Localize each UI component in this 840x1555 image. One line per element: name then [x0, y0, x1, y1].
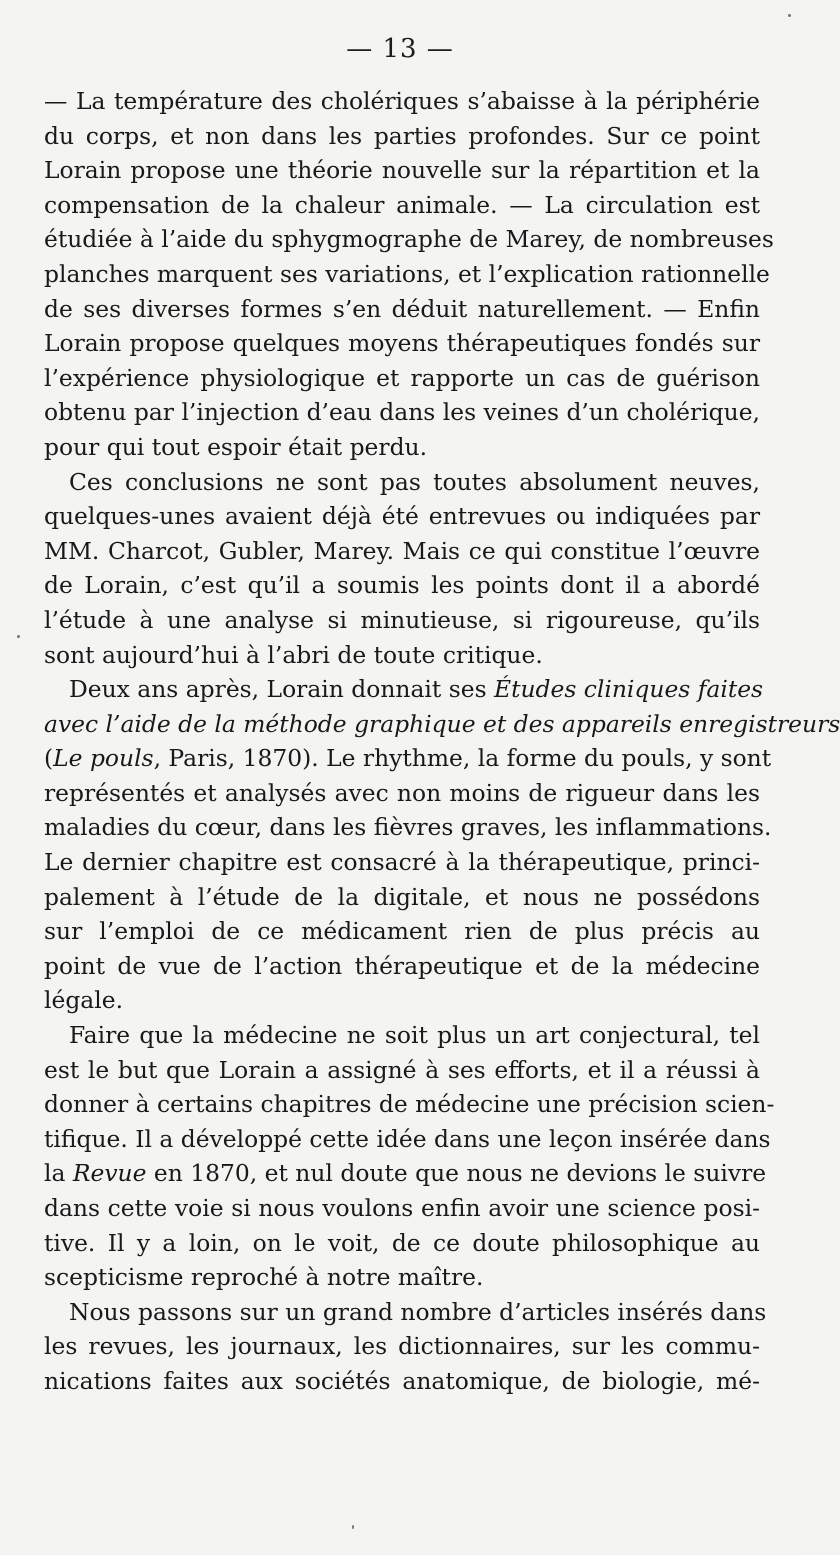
text-line: sont aujourd’hui à l’abri de toute critique. — [44, 640, 543, 669]
text-line: scepticisme reproché à notre maître. — [44, 1263, 484, 1292]
text-line: tive. Il y a loin, on le voit, de ce doute philosophique au — [44, 1228, 760, 1257]
paragraph-3 — [44, 672, 840, 1018]
text-line: planches marquent ses variations, et l’explication rationnelle — [44, 259, 770, 288]
text-line: l’étude à une analyse si minutieuse, si rigoureuse, qu’ils — [44, 605, 760, 634]
text-line — [44, 672, 764, 707]
text-line: Faire que la médecine ne soit plus un art conjectural, tel — [69, 1021, 760, 1050]
text-line: sur l’emploi de ce médicament rien de plus précis au — [44, 917, 760, 946]
text-line — [44, 741, 772, 776]
text-run: la — [44, 1159, 73, 1188]
text-line: l’expérience physiologique et rapporte un cas de guérison — [44, 363, 760, 392]
journal-title-italic: Revue — [72, 1159, 147, 1188]
text-line: — La température des cholériques s’abaisse à la périphérie — [44, 87, 760, 115]
text-line: donner à certains chapitres de médecine une précision scien- — [44, 1090, 775, 1119]
paragraph-1 — [44, 84, 774, 465]
paragraph-4 — [44, 1018, 775, 1295]
text-line: Nous passons sur un grand nombre d’articles insérés dans — [69, 1297, 767, 1326]
text-line: quelques-unes avaient déjà été entrevues ou indiquées par — [44, 502, 760, 531]
text-line — [44, 1156, 767, 1191]
text-line: légale. — [44, 986, 124, 1015]
text-line: point de vue de l’action thérapeutique et de la médecine — [44, 951, 760, 980]
text-line: de ses diverses formes s’en déduit naturellement. — Enfin — [44, 294, 760, 323]
text-line: Lorain propose une théorie nouvelle sur la répartition et la — [44, 156, 760, 185]
text-line: représentés et analysés avec non moins de rigueur dans les — [44, 778, 760, 807]
text-line: du corps, et non dans les parties profondes. Sur ce point — [44, 121, 760, 150]
text-line: obtenu par l’injection d’eau dans les veines d’un cholérique, — [44, 398, 760, 427]
paragraph-5 — [44, 1295, 767, 1399]
text-run: en 1870, et nul doute que nous ne devions le suivre — [146, 1159, 767, 1188]
text-line: Le dernier chapitre est consacré à la thérapeutique, princi- — [44, 848, 760, 877]
text-run: , Paris, 1870). Le rhythme, la forme du pouls, y sont — [153, 744, 772, 773]
text-line: de Lorain, c’est qu’il a soumis les points dont il a abordé — [44, 571, 760, 600]
text-line: Ces conclusions ne sont pas toutes absolument neuves, — [69, 467, 760, 496]
text-line: pour qui tout espoir était perdu. — [44, 432, 428, 461]
text-line: maladies du cœur, dans les fièvres graves, les inflammations. — [44, 813, 772, 842]
text-line: étudiée à l’aide du sphygmographe de Marey, de nombreuses — [44, 225, 774, 254]
page-number: — 13 — — [346, 34, 454, 64]
text-line: tifique. Il a développé cette idée dans une leçon insérée dans — [44, 1124, 771, 1153]
scan-speck — [788, 14, 791, 17]
book-title-italic: Études cliniques faites — [494, 675, 764, 704]
text-line: compensation de la chaleur animale. — La circulation est — [44, 190, 760, 219]
text-line: palement à l’étude de la digitale, et nous ne possédons — [44, 882, 760, 911]
text-line: MM. Charcot, Gubler, Marey. Mais ce qui constitue l’œuvre — [44, 536, 760, 565]
text-run: ( — [44, 744, 54, 773]
text-line: nications faites aux sociétés anatomique, de biologie, mé- — [44, 1366, 760, 1395]
text-line: dans cette voie si nous voulons enfin avoir une science posi- — [44, 1194, 760, 1222]
scan-speck — [17, 635, 20, 638]
text-line: les revues, les journaux, les dictionnaires, sur les commu- — [44, 1332, 760, 1361]
text-line: avec l’aide de la méthode graphique et des appareils enregistreurs — [44, 709, 840, 738]
text-run: Deux ans après, Lorain donnait ses — [69, 675, 495, 704]
paragraph-2 — [44, 465, 760, 673]
book-title-italic: Le pouls — [53, 744, 154, 773]
scan-speck — [352, 1525, 354, 1529]
page-body — [44, 84, 840, 1399]
text-line: est le but que Lorain a assigné à ses efforts, et il a réussi à — [44, 1055, 760, 1084]
text-line: Lorain propose quelques moyens thérapeutiques fondés sur — [44, 329, 760, 358]
